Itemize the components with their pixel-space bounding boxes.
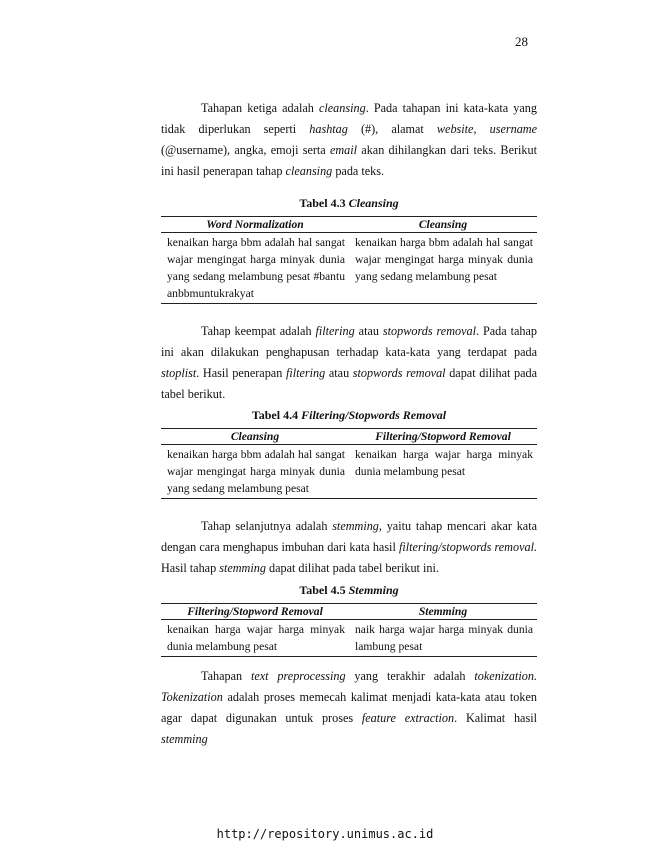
emphasis: stopwords removal [352,366,446,380]
table-stemming [161,603,537,657]
table-cell: kenaikan harga bbm adalah hal sangat wajar mengingat harga minyak dunia yang sedang melambung pesat #bantuanbbmuntukrakyat [161,233,349,304]
footer-url: http://repository.unimus.ac.id [216,827,434,841]
emphasis: tokenization. [474,669,538,683]
text: Tahap keempat adalah [201,324,316,338]
text: . Kalimat hasil [454,711,537,725]
table-cell: naik harga wajar harga minyak dunia lambung pesat [349,620,537,657]
text: . Pada tahapan ini kata-kata yang tidak diperlukan seperti [161,101,537,136]
emphasis: stemming, [332,519,382,533]
caption-prefix: Tabel 4.5 [299,583,349,597]
text: Tahap selanjutnya adalah [201,519,333,533]
caption-prefix: Tabel 4.4 [251,408,302,422]
table-cell: kenaikan harga bbm adalah hal sangat wajar mengingat harga minyak dunia yang sedang melambung pesat [349,233,537,304]
table-filtering [161,428,537,499]
text: atau [325,366,353,380]
emphasis: hashtag [309,122,348,136]
column-header: Cleansing [161,429,349,445]
column-header: Filtering/Stopword Removal [161,604,349,620]
text: yaitu tahap mencari akar kata dengan cara menghapus imbuhan dari kata hasil [161,519,538,554]
table-cell: kenaikan harga wajar harga minyak dunia melambung pesat [349,445,537,499]
text: pada teks. [332,164,385,178]
emphasis: filtering [315,324,355,338]
text: Tahapan ketiga adalah [201,101,319,115]
column-header: Word Normalization [161,217,349,233]
text: dapat dilihat pada tabel berikut ini. [265,561,439,575]
emphasis: website [436,122,474,136]
emphasis: username [489,122,537,136]
caption-prefix: Tabel 4.3 [299,196,349,210]
text: . Hasil penerapan [196,366,286,380]
emphasis: stemming [161,732,208,746]
emphasis: Tokenization [161,690,223,704]
table-caption [161,408,537,423]
text: adalah proses memecah kalimat menjadi kata-kata atau token agar dapat digunakan untuk proses [161,690,537,725]
text: (#), alamat [347,122,437,136]
text: atau [354,324,383,338]
table-row [161,620,537,657]
column-header: Cleansing [349,217,537,233]
emphasis: filtering/stopwords removal. [399,540,538,554]
page-number: 28 [515,34,528,49]
table-row [161,445,537,499]
emphasis: stopwords removal [382,324,476,338]
table-caption [161,196,537,211]
table-header-row [161,429,537,445]
column-header: Stemming [349,604,537,620]
caption-title: Filtering/Stopwords Removal [301,408,447,422]
text: dapat dilihat pada tabel berikut. [161,366,537,401]
emphasis: email [329,143,358,157]
emphasis: filtering [285,366,326,380]
table-row [161,233,537,304]
text: , [473,122,490,136]
text: Hasil tahap [161,561,220,575]
text: . Pada tahap ini akan dilakukan penghapusan terhadap kata-kata yang terdapat pada [161,324,537,359]
text: Tahapan [201,669,251,683]
column-header: Filtering/Stopword Removal [349,429,537,445]
emphasis: cleansing [285,164,333,178]
table-header-row [161,217,537,233]
emphasis: cleansing [318,101,366,115]
table-caption [161,583,537,598]
paragraph-stemming-intro [161,516,537,579]
table-cell: kenaikan harga wajar harga minyak dunia melambung pesat [161,620,349,657]
caption-title: Stemming [348,583,399,597]
emphasis: stemming [219,561,266,575]
emphasis: stoplist [161,366,197,380]
emphasis: text preprocessing [250,669,346,683]
caption-title: Cleansing [348,196,399,210]
table-cell: kenaikan harga bbm adalah hal sangat wajar mengingat harga minyak dunia yang sedang melambung pesat [161,445,349,499]
paragraph-filtering-intro [161,321,537,405]
table-cleansing [161,216,537,304]
text: yang terakhir adalah [345,669,475,683]
emphasis: feature extraction [361,711,455,725]
paragraph-tokenization-intro [161,666,537,750]
text: akan dihilangkan dari teks. Berikut ini hasil penerapan tahap [161,143,537,178]
paragraph-cleansing-intro [161,98,537,182]
table-header-row [161,604,537,620]
text: (@username), angka, emoji serta [161,143,330,157]
